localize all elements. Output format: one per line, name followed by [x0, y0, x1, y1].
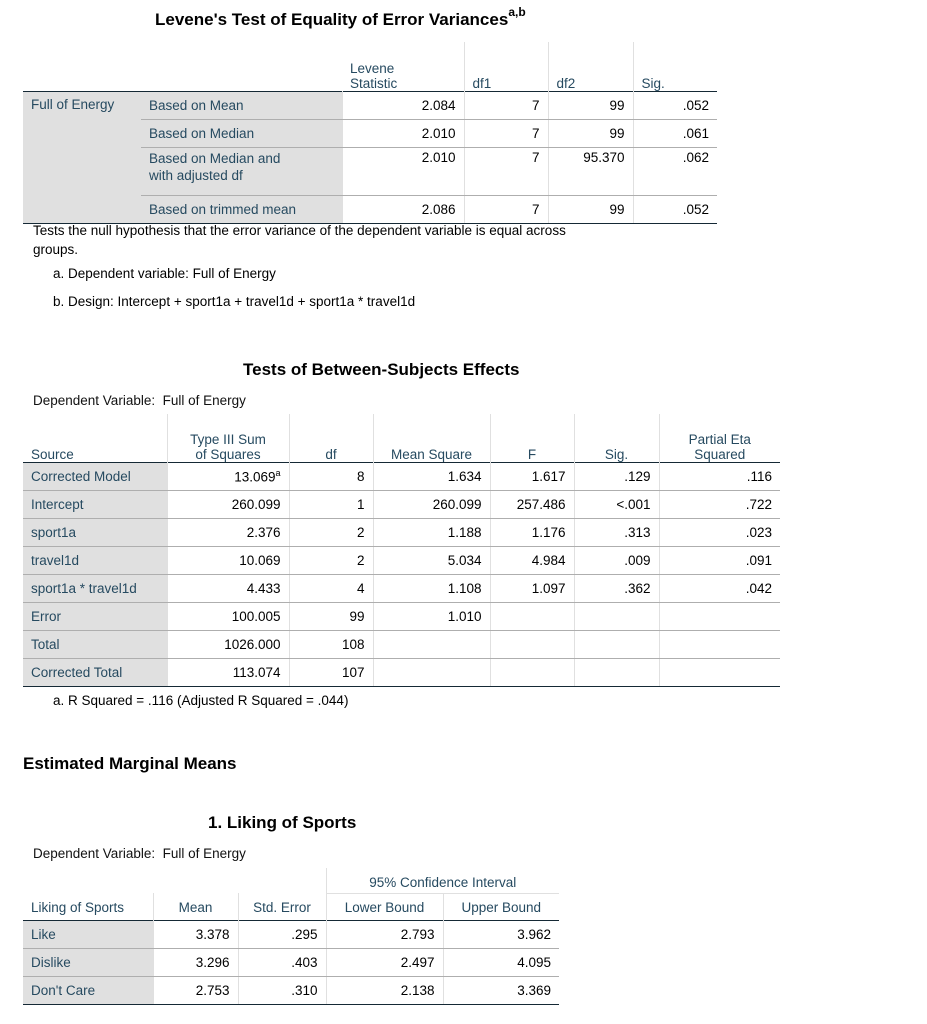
between-df: 108 — [289, 630, 373, 658]
between-dep-value: Full of Energy — [162, 393, 246, 408]
between-row — [23, 462, 780, 490]
between-sig: .362 — [574, 574, 659, 602]
between-ss: 1026.000 — [167, 630, 289, 658]
between-sig: .129 — [574, 462, 659, 490]
emm-row — [23, 948, 559, 976]
emm-header-row-2 — [23, 893, 559, 920]
between-header-df: df — [289, 414, 373, 462]
emm-upper: 3.369 — [443, 976, 559, 1004]
between-row — [23, 658, 780, 686]
levene-title — [155, 5, 526, 30]
between-f — [490, 658, 574, 686]
emm-label: Dislike — [23, 948, 153, 976]
between-df: 1 — [289, 490, 373, 518]
levene-row-label: Based on trimmed mean — [141, 195, 342, 223]
levene-title-text: Levene's Test of Equality of Error Variances — [155, 10, 509, 29]
between-source: sport1a * travel1d — [23, 574, 167, 602]
levene-header-blank2 — [141, 42, 342, 91]
between-sig: .313 — [574, 518, 659, 546]
levene-group-label: Full of Energy — [23, 91, 141, 223]
between-header-f: F — [490, 414, 574, 462]
between-ms: 260.099 — [373, 490, 490, 518]
between-eta: .116 — [659, 462, 780, 490]
between-f — [490, 602, 574, 630]
between-ms: 1.188 — [373, 518, 490, 546]
between-eta — [659, 630, 780, 658]
emm-lower: 2.497 — [326, 948, 443, 976]
between-title: Tests of Between-Subjects Effects — [243, 360, 520, 379]
between-f: 1.617 — [490, 462, 574, 490]
between-ms — [373, 630, 490, 658]
levene-header-df2: df2 — [548, 42, 633, 91]
emm-row — [23, 976, 559, 1004]
between-header-sig: Sig. — [574, 414, 659, 462]
between-source: Total — [23, 630, 167, 658]
levene-sig: .052 — [633, 91, 717, 119]
between-header-ss: Type III Sum of Squares — [167, 414, 289, 462]
between-header-row — [23, 414, 780, 462]
between-ss: 100.005 — [167, 602, 289, 630]
levene-row-label: Based on Median — [141, 119, 342, 147]
levene-df2: 99 — [548, 195, 633, 223]
emm-header-blank1 — [23, 868, 153, 893]
levene-df1: 7 — [464, 119, 548, 147]
emm-row — [23, 920, 559, 948]
between-source: travel1d — [23, 546, 167, 574]
between-header-eta: Partial Eta Squared — [659, 414, 780, 462]
between-row — [23, 574, 780, 602]
between-sig — [574, 658, 659, 686]
emm-header-se: Std. Error — [238, 893, 326, 920]
levene-footnote-b: b. Design: Intercept + sport1a + travel1d + sport1a * travel1d — [53, 294, 416, 309]
between-row — [23, 630, 780, 658]
between-df: 2 — [289, 518, 373, 546]
between-f: 1.097 — [490, 574, 574, 602]
between-sig: .009 — [574, 546, 659, 574]
between-dep-label: Dependent Variable: — [33, 393, 156, 408]
emm-se: .403 — [238, 948, 326, 976]
levene-row-label: Based on Mean — [141, 91, 342, 119]
levene-df2: 99 — [548, 91, 633, 119]
levene-note — [33, 221, 566, 259]
between-eta — [659, 658, 780, 686]
between-ss: 113.074 — [167, 658, 289, 686]
between-ss: 13.069$^a$ — [167, 462, 289, 490]
levene-header-row — [23, 42, 717, 91]
between-eta: .023 — [659, 518, 780, 546]
emm-upper: 3.962 — [443, 920, 559, 948]
levene-header-df1: df1 — [464, 42, 548, 91]
between-sig — [574, 630, 659, 658]
between-row — [23, 602, 780, 630]
emm-se: .295 — [238, 920, 326, 948]
between-row — [23, 490, 780, 518]
between-f: 1.176 — [490, 518, 574, 546]
between-ss: 10.069 — [167, 546, 289, 574]
emm-title: 1. Liking of Sports — [208, 813, 357, 832]
levene-header-sig: Sig. — [633, 42, 717, 91]
emm-header-row-1 — [23, 868, 559, 893]
emm-table — [23, 868, 559, 1005]
emm-label: Don't Care — [23, 976, 153, 1004]
emm-dep-var — [33, 846, 246, 861]
emm-header-factor: Liking of Sports — [31, 899, 125, 915]
levene-df1: 7 — [464, 195, 548, 223]
levene-footnote-a: a. Dependent variable: Full of Energy — [53, 266, 276, 281]
emm-heading: Estimated Marginal Means — [23, 754, 237, 773]
emm-dep-value: Full of Energy — [162, 846, 246, 861]
levene-stat: 2.010 — [342, 147, 464, 195]
between-f: 257.486 — [490, 490, 574, 518]
levene-df1: 7 — [464, 147, 548, 195]
levene-stat: 2.084 — [342, 91, 464, 119]
between-header-ms: Mean Square — [373, 414, 490, 462]
levene-sig: .061 — [633, 119, 717, 147]
between-table — [23, 414, 780, 687]
between-f — [490, 630, 574, 658]
emm-header-upper: Upper Bound — [443, 893, 559, 920]
between-source: Corrected Model — [23, 462, 167, 490]
between-ms: 1.010 — [373, 602, 490, 630]
levene-header-blank1 — [23, 42, 141, 91]
emm-lower: 2.138 — [326, 976, 443, 1004]
between-ss: 4.433 — [167, 574, 289, 602]
emm-label: Like — [23, 920, 153, 948]
emm-header-mean: Mean — [153, 893, 238, 920]
emm-upper: 4.095 — [443, 948, 559, 976]
between-sig — [574, 602, 659, 630]
emm-header-ci: 95% Confidence Interval — [326, 868, 559, 893]
between-source: Error — [23, 602, 167, 630]
emm-header-blank3 — [238, 868, 326, 893]
between-f: 4.984 — [490, 546, 574, 574]
levene-df1: 7 — [464, 91, 548, 119]
between-row — [23, 518, 780, 546]
levene-row — [23, 91, 717, 119]
emm-header-lower: Lower Bound — [326, 893, 443, 920]
between-footnote: a. R Squared = .116 (Adjusted R Squared = .044) — [53, 693, 349, 708]
between-source: Intercept — [23, 490, 167, 518]
between-df: 99 — [289, 602, 373, 630]
between-ms: 1.108 — [373, 574, 490, 602]
between-ms: 5.034 — [373, 546, 490, 574]
between-source: sport1a — [23, 518, 167, 546]
levene-stat: 2.010 — [342, 119, 464, 147]
between-ss: 260.099 — [167, 490, 289, 518]
emm-mean: 3.296 — [153, 948, 238, 976]
between-eta: .091 — [659, 546, 780, 574]
levene-header-stat: Levene Statistic — [350, 60, 398, 91]
between-source: Corrected Total — [23, 658, 167, 686]
emm-mean: 3.378 — [153, 920, 238, 948]
levene-title-sup: a,b — [508, 5, 526, 20]
between-eta: .042 — [659, 574, 780, 602]
emm-dep-label: Dependent Variable: — [33, 846, 156, 861]
between-ss-sup: a — [275, 467, 281, 478]
between-ms: 1.634 — [373, 462, 490, 490]
emm-se: .310 — [238, 976, 326, 1004]
between-header-source: Source — [31, 446, 74, 462]
levene-table — [23, 42, 717, 224]
emm-mean: 2.753 — [153, 976, 238, 1004]
levene-sig: .062 — [633, 147, 717, 195]
levene-sig: .052 — [633, 195, 717, 223]
between-eta: .722 — [659, 490, 780, 518]
between-df: 2 — [289, 546, 373, 574]
between-ms — [373, 658, 490, 686]
between-ss: 2.376 — [167, 518, 289, 546]
between-dep-var — [33, 393, 246, 408]
levene-note-line1: Tests the null hypothesis that the error variance of the dependent variable is equal across — [33, 223, 566, 238]
between-df: 107 — [289, 658, 373, 686]
levene-note-line2: groups. — [33, 242, 79, 257]
levene-df2: 95.370 — [548, 147, 633, 195]
emm-lower: 2.793 — [326, 920, 443, 948]
levene-stat: 2.086 — [342, 195, 464, 223]
between-df: 4 — [289, 574, 373, 602]
between-eta — [659, 602, 780, 630]
between-df: 8 — [289, 462, 373, 490]
emm-header-blank2 — [153, 868, 238, 893]
between-sig: <.001 — [574, 490, 659, 518]
between-row — [23, 546, 780, 574]
levene-df2: 99 — [548, 119, 633, 147]
levene-row-label: Based on Median and with adjusted df — [141, 147, 342, 195]
